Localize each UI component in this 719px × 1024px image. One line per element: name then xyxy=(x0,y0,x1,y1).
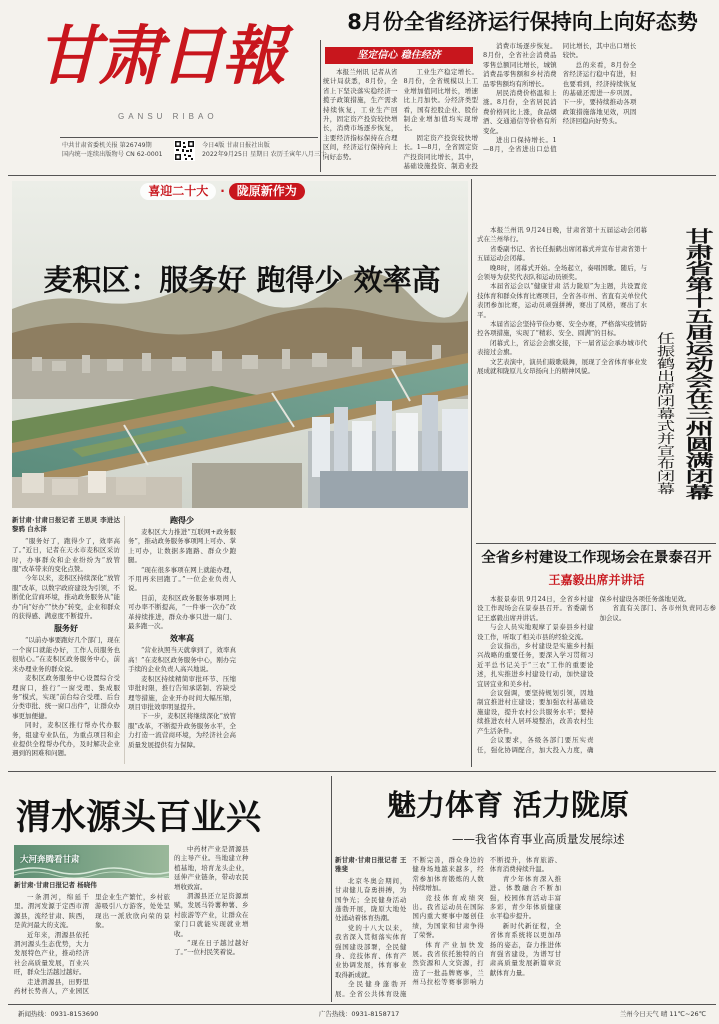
sports-subtitle: ——我省体育事业高质量发展综述 xyxy=(452,832,625,846)
masthead-rule xyxy=(60,137,318,138)
paragraph: 下一步，麦积区将继续深化“放管服”改革，不断提升政务服务水平，全力打造一流营商环境，为经济社会高质量发展提供有力保障。 xyxy=(128,712,236,749)
paragraph: 省委副书记、省长任振鹤出席闭幕式并宣布甘肃省第十五届运动会闭幕。 xyxy=(477,244,647,263)
games-body xyxy=(477,226,647,542)
paragraph: 本报兰州讯 记者从省统计局获悉，8月份，全省上下坚决落实稳经济一揽子政策措施，生产需求持续恢复，工业生产回升，固定资产投资较快增长，消费市场逐步恢复，主要经济指标保持在合理区间，经济运行保持向上向好态势。 xyxy=(323,68,398,161)
byline: 新甘肃·甘肃日报记者 王雅斐 xyxy=(335,856,407,874)
paragraph: 晚8时，闭幕式开始。全场起立，奏唱国歌。随后，与会领导为获奖代表队和运动员颁奖。 xyxy=(477,263,647,282)
paragraph: “现在日子越过越好了。”一位村民笑着说。 xyxy=(174,939,249,957)
paragraph: 麦积区持续精简审批环节、压缩审批时限，推行告知承诺制、容缺受理等措施，企业开办时间大幅压缩，项目审批效率明显提升。 xyxy=(128,674,236,711)
subheading: 服务好 xyxy=(54,624,78,634)
footer-bar xyxy=(8,1004,716,1021)
paragraph: 体育产业加快发展。我省依托独特的自然资源和人文资源，打造了一批品牌赛事，兰州马拉松等赛事影响力不断提升，体育旅游、体育消费持续升温。 xyxy=(412,856,562,987)
aerial-city-photo xyxy=(12,181,468,508)
paragraph: 近年来，渭源县依托渭河源头生态优势，大力发展特色产业，推动经济社会高质量发展，百业兴旺，群众生活越过越好。 xyxy=(14,930,89,977)
paragraph: 同时，麦积区推行帮办代办服务，组建专业队伍，为重点项目和企业提供全程帮办代办，及时解决企业遇到的困难和问题。 xyxy=(12,721,120,758)
weishui-byline-box xyxy=(14,881,170,891)
section-rule-bottom xyxy=(8,771,716,772)
paragraph: 一条渭河，绵延千里。渭河发源于定西市渭源县，流经甘肃、陕西，是黄河最大的支流。 xyxy=(14,893,89,930)
banner-separator: · xyxy=(220,184,225,198)
paragraph: 省直有关部门、各市州负责同志参加会议。 xyxy=(599,604,716,622)
sports-body xyxy=(335,856,716,1001)
games-headline-box xyxy=(679,228,715,502)
paragraph: 居民消费价格温和上涨。8月份，全省居民消费价格同比上涨，食品烟酒、交通通信等价格有所变化。 xyxy=(483,89,557,135)
paragraph: 本报景泰讯 9月24日，全省乡村建设工作现场会在景泰县召开。省委副书记王嘉毅出席并讲话。 xyxy=(477,595,594,622)
paragraph: 麦积区大力推进“互联网+政务服务”，推动政务服务事项网上可办、掌上可办，让数据多跑路、群众少跑腿。 xyxy=(128,528,236,565)
masthead-pinyin: GANSU RIBAO xyxy=(118,112,218,121)
paragraph: “以前办事要跑好几个部门，现在一个窗口就能办好，工作人员服务也很贴心。”在麦积区政务服务中心，前来办理业务的群众说。 xyxy=(12,636,120,673)
column-divider xyxy=(471,179,472,767)
paragraph: 本届省运会以“健康甘肃 活力陇原”为主题，共设置竞技体育和群众体育比赛项目，全省各市州、省直有关单位代表团参加比赛，运动员顽强拼搏，赛出了风格，赛出了水平。 xyxy=(477,282,647,319)
paragraph: 新时代新征程，全省体育系统将以更加昂扬的姿态，奋力推进体育强省建设，为谱写甘肃高质量发展新篇章贡献体育力量。 xyxy=(489,921,562,977)
issue-number: 第26749期 xyxy=(119,142,152,149)
paragraph: 党的十八大以来，我省深入贯彻落实体育强国建设部署，全民健身、竞技体育、体育产业协调发展，体育事业取得新成就。 xyxy=(335,923,407,979)
paragraph: 会议强调，要坚持规划引领，因地制宜推进村庄建设；要加强农村基础设施建设，提升农村公共服务水平；要持续推进农村人居环境整治，改善农村生产生活条件。 xyxy=(477,689,594,735)
games-subhead: 任振鹤出席闭幕式并宣布闭幕 xyxy=(654,332,676,495)
paragraph: 文艺表演中，演员们载歌载舞，展现了全省体育事业发展成就和陇原儿女昂扬向上的精神风貌。 xyxy=(477,357,647,376)
issue-date: 2022年9月25日 星期日 农历壬寅年八月三十 xyxy=(202,151,327,158)
paragraph: 本报兰州讯 9月24日晚，甘肃省第十五届运动会闭幕式在兰州举行。 xyxy=(477,226,647,244)
paragraph: 与会人员实地观摩了景泰县乡村建设工作，听取了相关市县的经验交流。 xyxy=(477,623,594,641)
paragraph: 总的来看，8月份全省经济运行稳中有进，但也要看到，经济持续恢复的基础还需进一步巩固。下一步，要持续推动各项政策措施落地见效，巩固经济回稳向好势头。 xyxy=(562,60,637,126)
news-hotline: 新闻热线：0931-8153690 xyxy=(18,1009,99,1018)
paragraph: 固定资产投资较快增长。1—8月，全省固定资产投资同比增长，其中，基础设施投资、制造业投 xyxy=(403,133,478,171)
weishui-body-left xyxy=(14,893,170,1001)
rural-headline: 全省乡村建设工作现场会在景泰召开 xyxy=(481,550,712,566)
feature-banner xyxy=(95,183,350,200)
paragraph: 闭幕式上，省运会会旗交接，下一届省运会承办城市代表接过会旗。 xyxy=(477,338,647,357)
rural-subhead: 王嘉毅出席并讲话 xyxy=(548,573,645,587)
economy-banner: 坚定信心 稳住经济 xyxy=(325,47,473,64)
temperature: 11℃~26℃ xyxy=(669,1009,706,1018)
sports-headline: 魅力体育 活力陇原 xyxy=(386,788,630,822)
subheading: 跑得少 xyxy=(170,516,194,525)
rural-body xyxy=(477,595,716,763)
paragraph: 竞技体育成绩突出。我省运动员在国际国内重大赛事中屡创佳绩，为国家和甘肃争得了荣誉。 xyxy=(412,893,484,940)
paragraph: 目前，麦积区政务服务事项网上可办率不断提高，“一件事一次办”改革持续推进，群众办事只进一扇门、最多跑一次。 xyxy=(128,593,236,631)
banner-right: 陇原新作为 xyxy=(229,183,305,200)
banner-left: 喜迎二十大 xyxy=(140,183,216,200)
byline: 新甘肃·甘肃日报记者 王思灵 李进达 黎鸦 白永泽 xyxy=(12,516,120,534)
weather-label: 兰州今日天气 xyxy=(619,1009,659,1018)
ad-hotline: 广告热线：0931-8158717 xyxy=(318,1009,400,1018)
masthead-divider xyxy=(320,40,321,172)
paragraph: 会议要求，各级各部门要压实责任，强化协调配合，加大投入力度，确保乡村建设各项任务落地见效。 xyxy=(477,595,691,754)
cn-number: 国内统一连续出版物号 CN 62-0001 xyxy=(62,151,163,158)
economy-headline: 8月份全省经济运行保持向上向好态势 xyxy=(347,10,698,34)
publisher: 甘肃日报社出版 xyxy=(226,142,270,149)
paragraph: 工业生产稳定增长。8月份，全省规模以上工业增加值同比增长，增速比上月加快。分经济类型看，国有控股企业、股份制企业增加值均实现增长。 xyxy=(403,68,478,133)
edition-count: 今日4版 xyxy=(202,142,225,149)
subheading: 效率高 xyxy=(170,634,194,644)
paragraph: 渭源县还立足资源禀赋，发展马铃薯种薯、乡村旅游等产业，让群众在家门口就能实现就业增收。 xyxy=(174,892,249,938)
organ-label: 中共甘肃省委机关报 xyxy=(62,142,118,149)
paragraph: “服务好了，跑得少了，效率高了。”近日，记者在天水市麦积区采访时，办事群众和企业纷纷为“放管服”改革带来的变化点赞。 xyxy=(12,536,120,574)
weishui-body-right xyxy=(174,845,329,1001)
column-logo xyxy=(14,845,169,878)
masthead-title: 甘肃日報 xyxy=(36,19,284,94)
masthead-info-right xyxy=(202,141,326,159)
paragraph: 青少年体育深入推进。体教融合不断加强，校园体育活动丰富多彩，青少年体质健康水平稳步提升。 xyxy=(489,874,562,921)
paragraph: 本届省运会坚持节俭办赛、安全办赛，严格落实疫情防控各项措施，实现了“精彩、安全、圆满”的目标。 xyxy=(477,320,647,338)
paragraph: 进出口保持增长。1—8月，全省进出口总值同比增长，其中出口增长较快。 xyxy=(483,42,637,154)
games-subhead-box xyxy=(651,332,677,498)
weishui-headline: 渭水源头百业兴 xyxy=(16,798,262,838)
paragraph: 今年以来，麦积区持续深化“放管服”改革，以数字政府建设为引领，不断优化营商环境，推动政务服务从“能办”向“好办”“快办”转变，企业和群众的获得感、满意度不断提升。 xyxy=(12,574,120,621)
paragraph: 北京冬奥会期间，甘肃健儿奋勇拼搏，为国争光；全民健身活动蓬勃开展，陇原大地处处涌动着体育热潮。 xyxy=(335,876,407,923)
paragraph: “营业执照当天就拿到了，效率真高！”在麦积区政务服务中心，刚办完手续的企业负责人高兴地说。 xyxy=(128,646,236,674)
paragraph: 全民健身蓬勃开展。全省公共体育设施不断完善，群众身边的健身场地越来越多，经常参加体育锻炼的人数持续增加。 xyxy=(335,856,484,998)
economy-body-left xyxy=(323,68,478,172)
section-rule-top xyxy=(8,175,716,176)
games-rule xyxy=(476,543,716,544)
byline: 新甘肃·甘肃日报记者 杨晓伟 xyxy=(14,881,97,889)
column-label: 大河奔腾看甘肃 xyxy=(20,855,80,865)
economy-body-right xyxy=(483,42,716,172)
paragraph: 中药材产业是渭源县的主导产业。当地建立种植基地，培育龙头企业，延伸产业链条，带动农民增收致富。 xyxy=(174,845,249,891)
feature-body xyxy=(12,516,468,764)
weather-condition: 晴 xyxy=(660,1009,668,1018)
paragraph: 消费市场逐步恢复。8月份，全省社会消费品零售总额同比增长，城镇消费品零售额和乡村消费品零售额均有所增长。 xyxy=(483,42,557,88)
feature-headline: 麦积区：服务好 跑得少 效率高 xyxy=(43,263,441,297)
qr-code xyxy=(174,140,195,161)
bottom-column-divider xyxy=(331,776,332,1002)
paragraph: 麦积区政务服务中心设置综合受理窗口，推行“一窗受理、集成服务”模式，实现“前台综合受理、后台分类审批、统一窗口出件”，让群众办事更加便捷。 xyxy=(12,674,120,720)
paragraph: “现在很多事项在网上就能办理，不用再来回跑了。”一位企业负责人说。 xyxy=(128,565,236,593)
paragraph: 走进渭源县，田野里药材长势喜人，产业园区里企业生产繁忙，乡村旅游吸引八方游客，处处呈现出一派欣欣向荣的景象。 xyxy=(14,893,170,996)
games-headline: 甘肃省第十五届运动会在兰州圆满闭幕 xyxy=(681,228,715,500)
weather-box xyxy=(620,1009,706,1018)
masthead-info-left xyxy=(62,141,163,159)
paragraph: 会议指出，乡村建设是实施乡村振兴战略的重要任务，要深入学习贯彻习近平总书记关于“三农”工作的重要论述，扎实推进乡村建设行动，加快建设宜居宜业和美乡村。 xyxy=(477,642,594,688)
